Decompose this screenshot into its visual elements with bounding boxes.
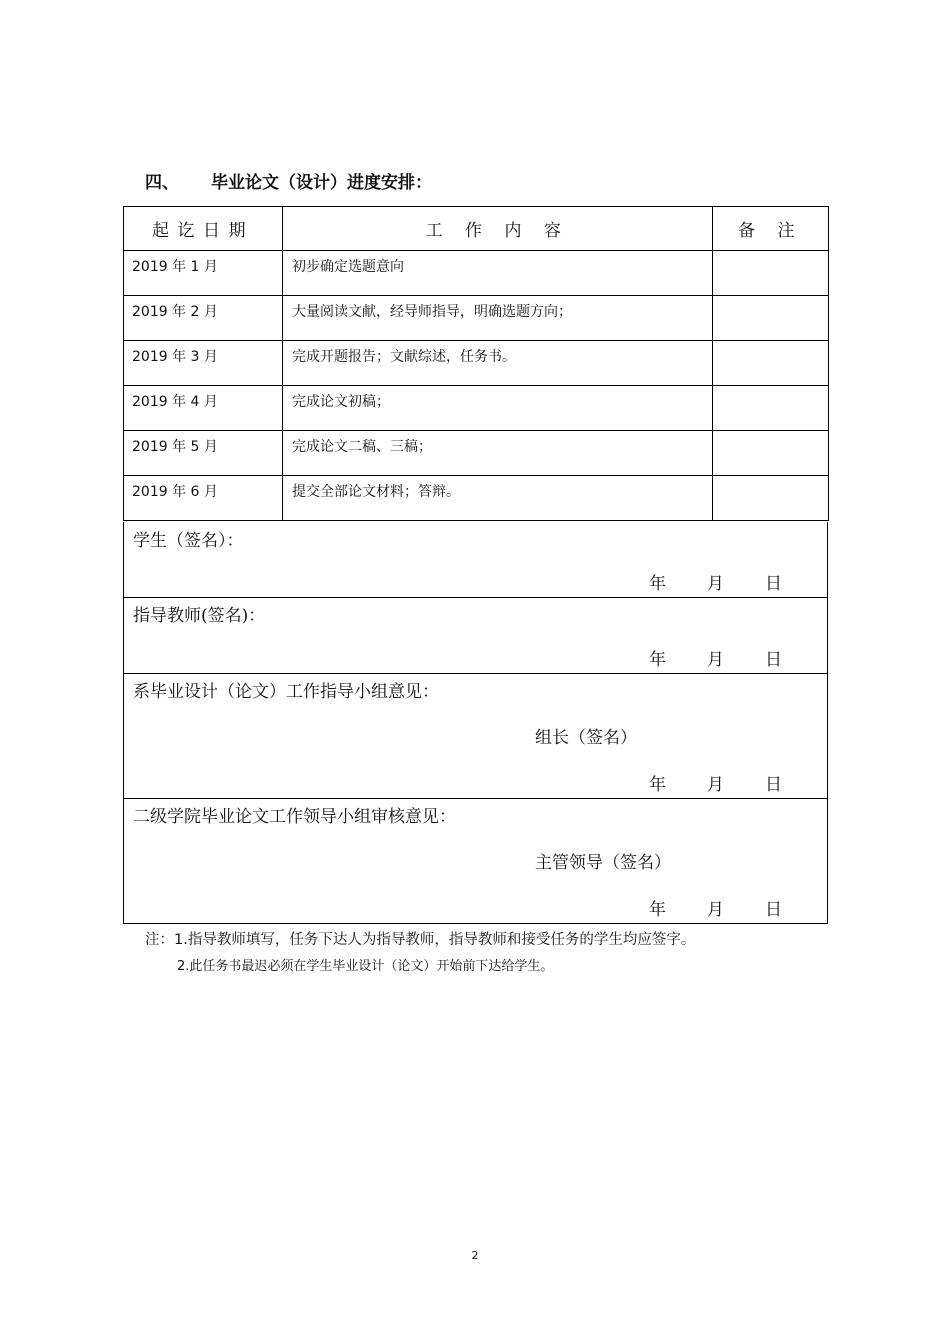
table-row [124,476,829,521]
date-month: 月 [707,650,724,670]
signature-date [649,569,782,594]
signature-date [649,770,782,795]
note-2: 2.此任务书最迟必须在学生毕业设计（论文）开始前下达给学生。 [177,959,554,974]
dept-leader-signature-label: 组长（签名） [535,728,637,748]
page-number: 2 [471,1249,479,1262]
date-day: 日 [765,900,782,920]
section-title: 毕业论文（设计）进度安排： [211,173,432,193]
college-review-label: 二级学院毕业论文工作领导小组审核意见： [133,807,456,827]
date-year: 年 [649,574,666,594]
date-day: 日 [765,574,782,594]
row-content: 大量阅读文献，经导师指导，明确选题方向； [292,304,572,320]
date-month: 月 [707,900,724,920]
row-date: 2019 年 4 月 [132,394,218,410]
table-row [124,386,829,431]
row-date: 2019 年 2 月 [132,304,218,320]
date-year: 年 [649,775,666,795]
row-remark [713,251,828,261]
date-month: 月 [707,775,724,795]
notes [145,928,695,974]
row-date: 2019 年 5 月 [132,439,218,455]
student-signature-label: 学生（签名）： [133,531,244,551]
row-content: 提交全部论文材料；答辩。 [292,484,460,500]
table-row [124,431,829,476]
header-date: 起讫日期 [124,207,283,251]
row-date: 2019 年 3 月 [132,349,218,365]
college-review-block [123,798,828,924]
row-remark [713,341,828,351]
dept-opinion-label: 系毕业设计（论文）工作指导小组意见： [133,682,439,702]
date-year: 年 [649,650,666,670]
section-heading [145,168,432,193]
college-leader-signature-label: 主管领导（签名） [535,853,671,873]
date-day: 日 [765,775,782,795]
row-date: 2019 年 1 月 [132,259,218,275]
date-month: 月 [707,574,724,594]
table-header-row [124,207,829,251]
header-content: 工 作 内 容 [283,207,713,251]
section-number: 四、 [145,173,179,193]
row-content: 完成开题报告；文献综述，任务书。 [292,349,516,365]
date-year: 年 [649,900,666,920]
schedule-table [123,206,829,521]
table-row [124,251,829,296]
header-remark: 备 注 [713,207,829,251]
table-row [124,296,829,341]
row-remark [713,476,828,486]
date-day: 日 [765,650,782,670]
advisor-signature-block [123,597,828,674]
note-1: 注：1.指导教师填写，任务下达人为指导教师，指导教师和接受任务的学生均应签字。 [145,932,696,948]
signature-date [649,645,782,670]
row-date: 2019 年 6 月 [132,484,218,500]
row-content: 完成论文二稿、三稿； [292,439,432,455]
signature-date [649,895,782,920]
row-content: 初步确定选题意向 [292,259,404,275]
row-content: 完成论文初稿； [292,394,390,410]
advisor-signature-label: 指导教师(签名)： [133,606,266,626]
row-remark [713,386,828,396]
table-row [124,341,829,386]
row-remark [713,431,828,441]
row-remark [713,296,828,306]
dept-opinion-block [123,673,828,799]
student-signature-block [123,522,828,598]
